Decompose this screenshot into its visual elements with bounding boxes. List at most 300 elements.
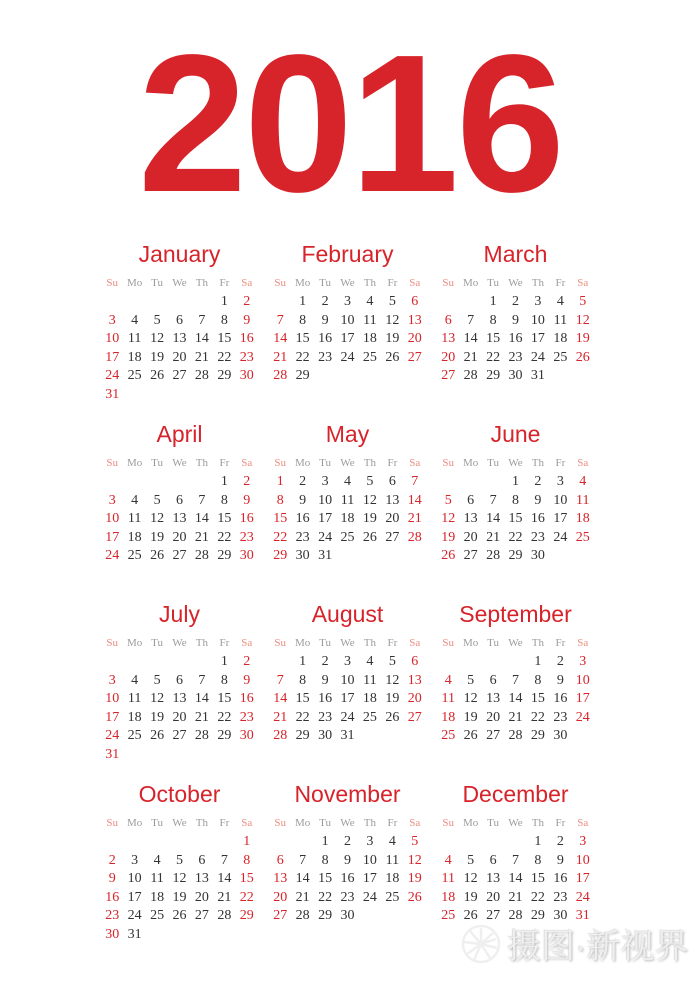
date-cell: 25 (362, 349, 377, 365)
date-cell: 3 (108, 492, 116, 508)
date-cell: 16 (105, 889, 120, 905)
date-cell: 25 (441, 908, 456, 923)
date-cell (381, 367, 403, 386)
date-cell: 21 (273, 349, 288, 365)
date-cell: 4 (131, 672, 139, 688)
day-header-fr: Fr (387, 277, 398, 289)
date-cell (191, 653, 213, 672)
week-row (269, 312, 426, 331)
date-cell (191, 833, 213, 852)
date-cell: 2 (556, 834, 564, 849)
date-cell: 18 (127, 709, 142, 725)
day-header-row (269, 633, 426, 653)
day-header-mo: Mo (294, 277, 311, 289)
date-cell: 31 (105, 386, 120, 402)
week-row (437, 312, 594, 331)
date-cell: 5 (444, 492, 452, 508)
date-cell: 21 (508, 889, 523, 905)
date-cell (191, 386, 213, 405)
date-cell: 12 (172, 871, 187, 886)
date-cell: 8 (243, 852, 251, 868)
date-cell: 3 (556, 474, 564, 489)
week-row (101, 852, 258, 871)
date-cell: 23 (295, 529, 310, 545)
date-cell: 13 (172, 691, 187, 706)
date-cell: 1 (220, 474, 228, 489)
date-cell: 27 (194, 908, 209, 923)
month-july (101, 600, 258, 780)
date-cell: 24 (575, 889, 590, 905)
day-header-fr: Fr (387, 637, 398, 649)
date-cell: 9 (556, 672, 564, 688)
date-cell: 15 (530, 691, 545, 706)
date-cell: 15 (508, 511, 523, 526)
date-cell (146, 386, 168, 405)
date-cell: 27 (407, 709, 422, 725)
date-cell: 22 (508, 529, 523, 545)
month-title: February (301, 241, 394, 267)
date-cell (359, 727, 381, 746)
date-cell: 14 (463, 331, 478, 346)
date-cell: 8 (220, 492, 228, 508)
date-cell (123, 746, 145, 765)
date-cell: 25 (362, 709, 377, 725)
day-header-we: We (508, 817, 523, 829)
year-title: 2016 (137, 14, 563, 233)
date-cell (236, 386, 258, 405)
date-cell: 9 (534, 492, 542, 508)
day-header-th: Th (531, 277, 545, 289)
date-cell: 6 (276, 852, 284, 868)
date-cell (168, 473, 190, 492)
week-row (269, 852, 426, 871)
date-cell: 29 (530, 908, 545, 923)
day-header-fr: Fr (555, 277, 566, 289)
month-march (437, 240, 594, 420)
date-cell: 28 (217, 908, 232, 923)
date-cell (437, 473, 459, 492)
date-cell: 14 (194, 511, 209, 526)
date-cell: 13 (407, 672, 422, 688)
date-cell: 18 (362, 691, 377, 706)
date-cell: 13 (194, 871, 209, 886)
week-row (101, 727, 258, 746)
day-header-th: Th (195, 277, 209, 289)
date-cell: 5 (153, 492, 161, 508)
date-cell: 9 (243, 672, 251, 688)
date-cell: 7 (511, 852, 519, 868)
date-cell: 19 (575, 331, 590, 346)
date-cell: 2 (243, 294, 251, 309)
week-row (437, 349, 594, 368)
day-header-th: Th (531, 817, 545, 829)
day-header-fr: Fr (219, 457, 230, 469)
date-cell: 16 (239, 331, 254, 346)
date-cell: 7 (467, 312, 475, 328)
date-cell: 8 (534, 672, 542, 688)
date-cell: 1 (299, 294, 307, 309)
month-title: January (138, 241, 221, 267)
date-cell: 7 (276, 312, 284, 328)
date-cell: 15 (530, 871, 545, 886)
date-cell: 13 (486, 691, 501, 706)
date-cell: 15 (295, 331, 310, 346)
date-cell: 18 (385, 871, 400, 886)
date-cell (191, 926, 213, 945)
date-cell: 8 (299, 312, 307, 328)
date-cell: 4 (131, 492, 139, 508)
date-cell: 23 (340, 889, 355, 905)
date-cell: 3 (108, 312, 116, 328)
date-cell: 30 (530, 548, 545, 563)
date-cell: 24 (105, 548, 120, 563)
date-cell: 8 (534, 852, 542, 868)
date-cell: 5 (153, 672, 161, 688)
date-cell: 21 (273, 709, 288, 725)
day-header-tu: Tu (487, 457, 499, 469)
date-cell: 4 (131, 312, 139, 328)
date-cell: 15 (486, 331, 501, 346)
date-cell: 9 (299, 492, 307, 508)
date-cell: 19 (172, 889, 187, 905)
date-cell: 25 (127, 548, 142, 563)
date-cell (191, 746, 213, 765)
week-row (269, 709, 426, 728)
week-row (101, 473, 258, 492)
week-row (437, 852, 594, 871)
date-cell: 30 (508, 368, 523, 383)
date-cell (191, 473, 213, 492)
day-header-we: We (340, 277, 355, 289)
date-cell: 18 (553, 331, 568, 346)
day-header-mo: Mo (126, 457, 143, 469)
date-cell: 21 (407, 511, 422, 526)
date-cell: 18 (127, 529, 142, 545)
date-cell: 21 (194, 529, 209, 545)
day-header-fr: Fr (219, 637, 230, 649)
date-cell: 6 (411, 654, 419, 669)
date-cell (168, 833, 190, 852)
date-cell: 15 (217, 691, 232, 706)
date-cell: 17 (105, 529, 120, 545)
date-cell: 18 (340, 511, 355, 526)
date-cell: 14 (273, 331, 288, 346)
day-header-sa: Sa (577, 817, 589, 829)
date-cell (404, 907, 426, 926)
week-row (269, 672, 426, 691)
day-header-sa: Sa (577, 457, 589, 469)
date-cell: 16 (553, 871, 568, 886)
day-header-we: We (340, 817, 355, 829)
day-header-sa: Sa (409, 637, 421, 649)
date-cell: 25 (553, 349, 568, 365)
day-header-tu: Tu (151, 457, 163, 469)
date-cell: 18 (441, 889, 456, 905)
week-row (437, 529, 594, 548)
date-cell: 10 (530, 312, 545, 328)
week-row (269, 510, 426, 529)
date-cell: 28 (508, 728, 523, 743)
date-cell (236, 746, 258, 765)
month-september (437, 600, 594, 780)
date-cell: 2 (321, 294, 329, 309)
date-cell: 20 (273, 889, 288, 905)
date-cell: 18 (150, 889, 165, 905)
date-cell: 10 (362, 852, 377, 868)
day-header-mo: Mo (462, 637, 479, 649)
date-cell: 30 (295, 548, 310, 563)
date-cell: 12 (575, 312, 590, 328)
date-cell (123, 293, 145, 312)
date-cell: 25 (127, 368, 142, 383)
date-cell: 20 (441, 349, 456, 365)
week-row (101, 653, 258, 672)
date-cell: 1 (243, 834, 251, 849)
month-june (437, 420, 594, 600)
day-header-tu: Tu (319, 817, 331, 829)
day-header-sa: Sa (241, 637, 253, 649)
month-april (101, 420, 258, 600)
date-cell: 30 (105, 926, 120, 942)
week-row (101, 510, 258, 529)
week-row (437, 690, 594, 709)
date-cell: 2 (556, 654, 564, 669)
week-row (437, 330, 594, 349)
week-row (101, 349, 258, 368)
date-cell: 27 (407, 349, 422, 365)
date-cell: 17 (105, 349, 120, 365)
week-row (101, 367, 258, 386)
date-cell (359, 907, 381, 926)
week-row (269, 293, 426, 312)
date-cell: 22 (530, 709, 545, 725)
week-row (101, 926, 258, 945)
day-header-th: Th (195, 457, 209, 469)
date-cell: 5 (388, 654, 396, 669)
date-cell: 19 (150, 349, 165, 365)
date-cell: 24 (127, 908, 142, 923)
date-cell: 12 (150, 331, 165, 346)
date-cell: 3 (534, 294, 542, 309)
date-cell: 10 (553, 492, 568, 508)
month-title: September (459, 601, 572, 627)
week-row (269, 727, 426, 746)
day-header-sa: Sa (241, 277, 253, 289)
date-cell: 11 (127, 331, 142, 346)
date-cell: 11 (150, 871, 164, 886)
month-august (269, 600, 426, 780)
date-cell: 13 (385, 492, 400, 508)
week-row (269, 653, 426, 672)
date-cell: 4 (343, 474, 351, 489)
day-header-th: Th (363, 817, 377, 829)
date-cell: 1 (534, 654, 542, 669)
month-may (269, 420, 426, 600)
day-header-we: We (172, 457, 187, 469)
date-cell: 12 (150, 691, 165, 706)
day-header-su: Su (106, 637, 119, 649)
date-cell: 25 (340, 529, 355, 545)
date-cell (146, 833, 168, 852)
date-cell: 11 (340, 492, 355, 508)
date-cell: 28 (407, 529, 422, 545)
week-row (437, 293, 594, 312)
date-cell: 16 (239, 691, 254, 706)
date-cell: 29 (486, 368, 501, 383)
date-cell: 14 (407, 492, 422, 508)
date-cell: 23 (318, 709, 333, 725)
day-header-th: Th (531, 637, 545, 649)
date-cell: 2 (511, 294, 519, 309)
date-cell: 11 (441, 871, 455, 886)
date-cell: 14 (217, 871, 232, 886)
date-cell: 31 (318, 548, 333, 563)
date-cell: 17 (340, 331, 355, 346)
date-cell (437, 833, 459, 852)
date-cell (123, 833, 145, 852)
date-cell: 13 (273, 871, 288, 886)
date-cell: 3 (108, 672, 116, 688)
date-cell: 26 (463, 908, 478, 923)
week-row (101, 293, 258, 312)
date-cell: 16 (318, 691, 333, 706)
date-cell: 10 (575, 672, 590, 688)
week-row (101, 312, 258, 331)
date-cell: 4 (153, 852, 161, 868)
date-cell (213, 386, 235, 405)
date-cell: 27 (463, 548, 478, 563)
date-cell: 6 (467, 492, 475, 508)
date-cell: 17 (553, 511, 568, 526)
date-cell: 28 (486, 548, 501, 563)
week-row (437, 473, 594, 492)
date-cell: 19 (463, 709, 478, 725)
date-cell (269, 653, 291, 672)
date-cell (269, 833, 291, 852)
date-cell: 8 (220, 312, 228, 328)
date-cell (336, 367, 358, 386)
date-cell: 9 (511, 312, 519, 328)
date-cell: 14 (194, 331, 209, 346)
day-header-mo: Mo (462, 277, 479, 289)
date-cell: 16 (508, 331, 523, 346)
week-row (269, 889, 426, 908)
date-cell: 7 (511, 672, 519, 688)
date-cell: 26 (362, 529, 377, 545)
date-cell: 1 (534, 834, 542, 849)
date-cell: 27 (486, 728, 501, 743)
date-cell: 8 (220, 672, 228, 688)
date-cell: 24 (340, 349, 355, 365)
date-cell (146, 293, 168, 312)
day-header-th: Th (195, 637, 209, 649)
date-cell: 31 (127, 926, 142, 942)
month-title: April (156, 421, 203, 447)
date-cell: 8 (511, 492, 519, 508)
date-cell: 29 (295, 368, 310, 383)
date-cell (146, 653, 168, 672)
date-cell: 3 (131, 852, 139, 868)
date-cell: 11 (363, 672, 377, 688)
date-cell: 2 (243, 654, 251, 669)
date-cell: 5 (579, 294, 587, 309)
day-header-we: We (172, 817, 187, 829)
date-cell: 23 (318, 349, 333, 365)
date-cell (572, 727, 594, 746)
date-cell: 27 (172, 368, 187, 383)
date-cell: 29 (217, 548, 232, 563)
date-cell: 11 (576, 492, 590, 508)
date-cell: 30 (239, 548, 254, 563)
week-row (101, 746, 258, 765)
date-cell: 16 (553, 691, 568, 706)
day-header-sa: Sa (577, 277, 589, 289)
date-cell: 22 (217, 529, 232, 545)
date-cell (146, 926, 168, 945)
week-row (101, 672, 258, 691)
day-header-sa: Sa (409, 277, 421, 289)
date-cell: 25 (385, 889, 400, 905)
date-cell: 19 (407, 871, 422, 886)
date-cell: 6 (411, 294, 419, 309)
date-cell: 18 (441, 709, 456, 725)
date-cell: 20 (463, 529, 478, 545)
date-cell: 1 (511, 474, 519, 489)
date-cell: 4 (556, 294, 564, 309)
date-cell (191, 293, 213, 312)
week-row (269, 492, 426, 511)
day-header-fr: Fr (555, 637, 566, 649)
week-row (437, 547, 594, 566)
date-cell: 18 (362, 331, 377, 346)
date-cell: 26 (385, 709, 400, 725)
date-cell (236, 926, 258, 945)
day-header-row (101, 813, 258, 833)
date-cell: 20 (407, 691, 422, 706)
month-title: August (311, 601, 384, 627)
date-cell: 4 (366, 654, 374, 669)
date-cell: 22 (273, 529, 288, 545)
date-cell: 10 (105, 331, 120, 346)
date-cell: 6 (489, 672, 497, 688)
day-header-row (269, 273, 426, 293)
week-row (101, 907, 258, 926)
date-cell (101, 293, 123, 312)
date-cell: 24 (105, 368, 120, 383)
date-cell: 3 (579, 834, 587, 849)
date-cell: 3 (343, 654, 351, 669)
week-row (269, 547, 426, 566)
day-header-su: Su (274, 277, 287, 289)
date-cell: 4 (579, 474, 587, 489)
date-cell (437, 653, 459, 672)
day-header-su: Su (442, 637, 455, 649)
day-header-th: Th (531, 457, 545, 469)
date-cell: 17 (575, 691, 590, 706)
week-row (101, 529, 258, 548)
day-header-we: We (508, 277, 523, 289)
date-cell: 14 (508, 871, 523, 886)
date-cell: 9 (243, 312, 251, 328)
date-cell (482, 833, 504, 852)
date-cell: 24 (575, 709, 590, 725)
week-row (101, 690, 258, 709)
date-cell: 19 (385, 691, 400, 706)
date-cell (404, 547, 426, 566)
date-cell: 6 (489, 852, 497, 868)
date-cell: 29 (217, 368, 232, 383)
date-cell (123, 473, 145, 492)
